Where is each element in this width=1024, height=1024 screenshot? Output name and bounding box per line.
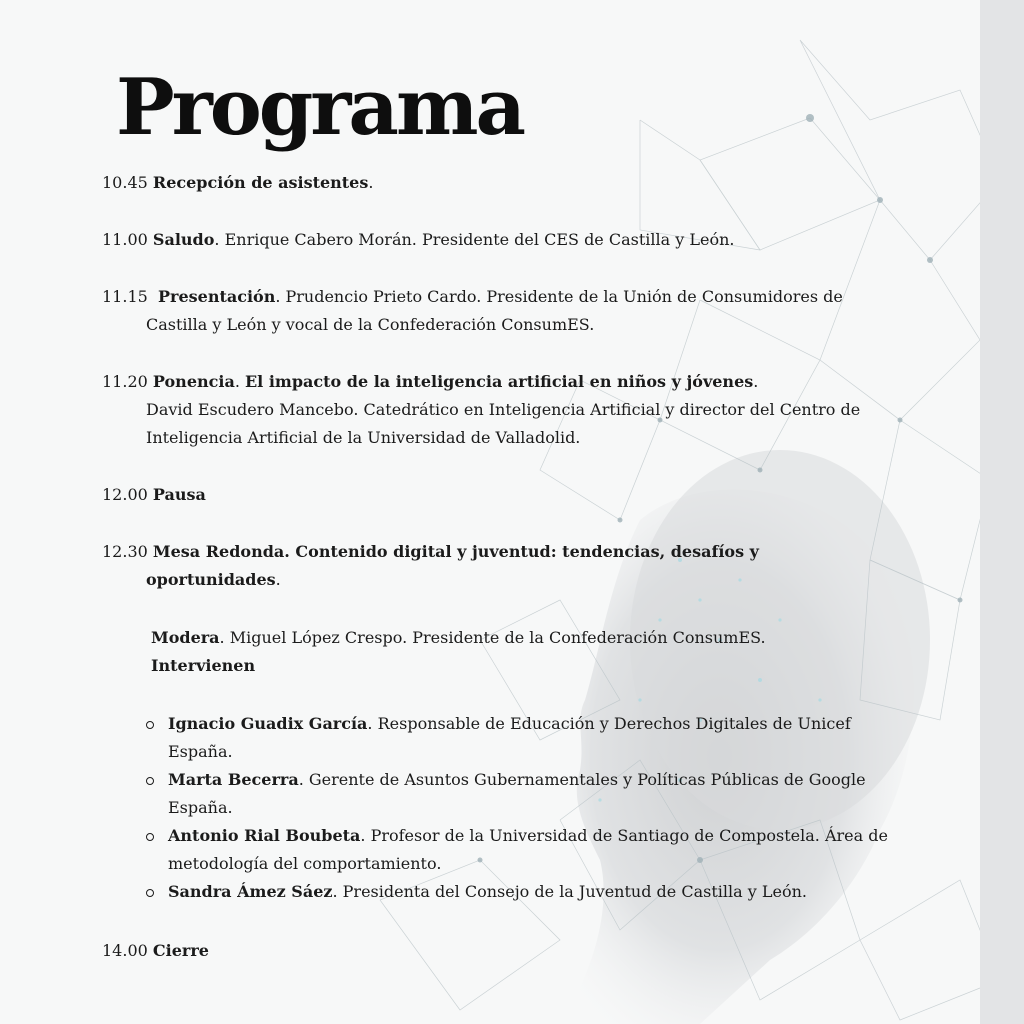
agenda-text: . Prudencio Prieto Cardo. Presidente de la Unión de Consumidores de <box>275 287 843 306</box>
agenda-item-1100 <box>102 226 922 254</box>
speaker-name: Marta Becerra <box>168 770 299 789</box>
circle-bullet-icon <box>146 777 154 785</box>
agenda-item-1200 <box>102 481 922 509</box>
agenda-suffix: . <box>368 173 374 192</box>
list-item <box>145 878 915 906</box>
list-item <box>145 766 915 822</box>
agenda-label: Ponencia <box>152 372 235 391</box>
list-item <box>145 822 915 878</box>
agenda-separator: . <box>234 372 245 391</box>
agenda-label-continued: oportunidades <box>146 570 276 589</box>
agenda-text-continued: Castilla y León y vocal de la Confederación ConsumES. <box>146 315 595 334</box>
agenda-time: 11.20 <box>102 372 148 391</box>
speaker-role-continued: metodología del comportamiento. <box>168 854 442 873</box>
agenda-suffix: . <box>275 570 281 589</box>
circle-bullet-icon <box>146 889 154 897</box>
agenda-item-1230 <box>102 538 922 594</box>
speaker-description: David Escudero Mancebo. Catedrático en Inteligencia Artificial y director del Centro de <box>146 400 861 419</box>
agenda-time: 12.30 <box>102 542 148 561</box>
speaker-role-continued: España. <box>168 798 233 817</box>
agenda-time: 14.00 <box>102 941 148 960</box>
agenda-label: Recepción de asistentes <box>152 173 369 192</box>
agenda-label: Mesa Redonda. Contenido digital y juventud: tendencias, desafíos y <box>152 542 759 561</box>
speaker-role-continued: España. <box>168 742 233 761</box>
moderator-text: . Miguel López Crespo. Presidente de la Confederación ConsumES. <box>219 628 766 647</box>
list-item <box>145 710 915 766</box>
agenda-time: 10.45 <box>102 173 148 192</box>
speaker-role: . Profesor de la Universidad de Santiago de Compostela. Área de <box>360 826 888 845</box>
agenda-item-1120 <box>102 368 922 452</box>
page-title: Programa <box>116 62 524 153</box>
moderator-line <box>151 624 951 652</box>
speaker-name: Sandra Ámez Sáez <box>168 882 333 901</box>
speaker-role: . Responsable de Educación y Derechos Digitales de Unicef <box>367 714 851 733</box>
agenda-item-1115 <box>102 283 922 339</box>
agenda-label: Presentación <box>157 287 276 306</box>
agenda-suffix: . <box>753 372 759 391</box>
agenda-time: 11.15 <box>102 287 148 306</box>
speaker-name: Antonio Rial Boubeta <box>168 826 361 845</box>
moderator-label: Modera <box>151 628 220 647</box>
agenda-label: Saludo <box>152 230 215 249</box>
speakers-heading-line <box>151 652 951 680</box>
speaker-role: . Gerente de Asuntos Gubernamentales y Políticas Públicas de Google <box>298 770 866 789</box>
speaker-role: . Presidenta del Consejo de la Juventud de Castilla y León. <box>332 882 807 901</box>
agenda-item-1400 <box>102 937 922 965</box>
agenda-label: Pausa <box>152 485 206 504</box>
agenda-time: 11.00 <box>102 230 148 249</box>
speaker-description-continued: Inteligencia Artificial de la Universidad de Valladolid. <box>146 428 581 447</box>
agenda-text: . Enrique Cabero Morán. Presidente del CES de Castilla y León. <box>214 230 735 249</box>
talk-title: El impacto de la inteligencia artificial en niños y jóvenes <box>244 372 754 391</box>
agenda-label: Cierre <box>152 941 209 960</box>
speaker-name: Ignacio Guadix García <box>168 714 368 733</box>
circle-bullet-icon <box>146 833 154 841</box>
agenda-time: 12.00 <box>102 485 148 504</box>
circle-bullet-icon <box>146 721 154 729</box>
agenda-item-1045 <box>102 169 922 197</box>
speakers-list <box>145 710 915 906</box>
speakers-heading: Intervienen <box>151 656 256 675</box>
